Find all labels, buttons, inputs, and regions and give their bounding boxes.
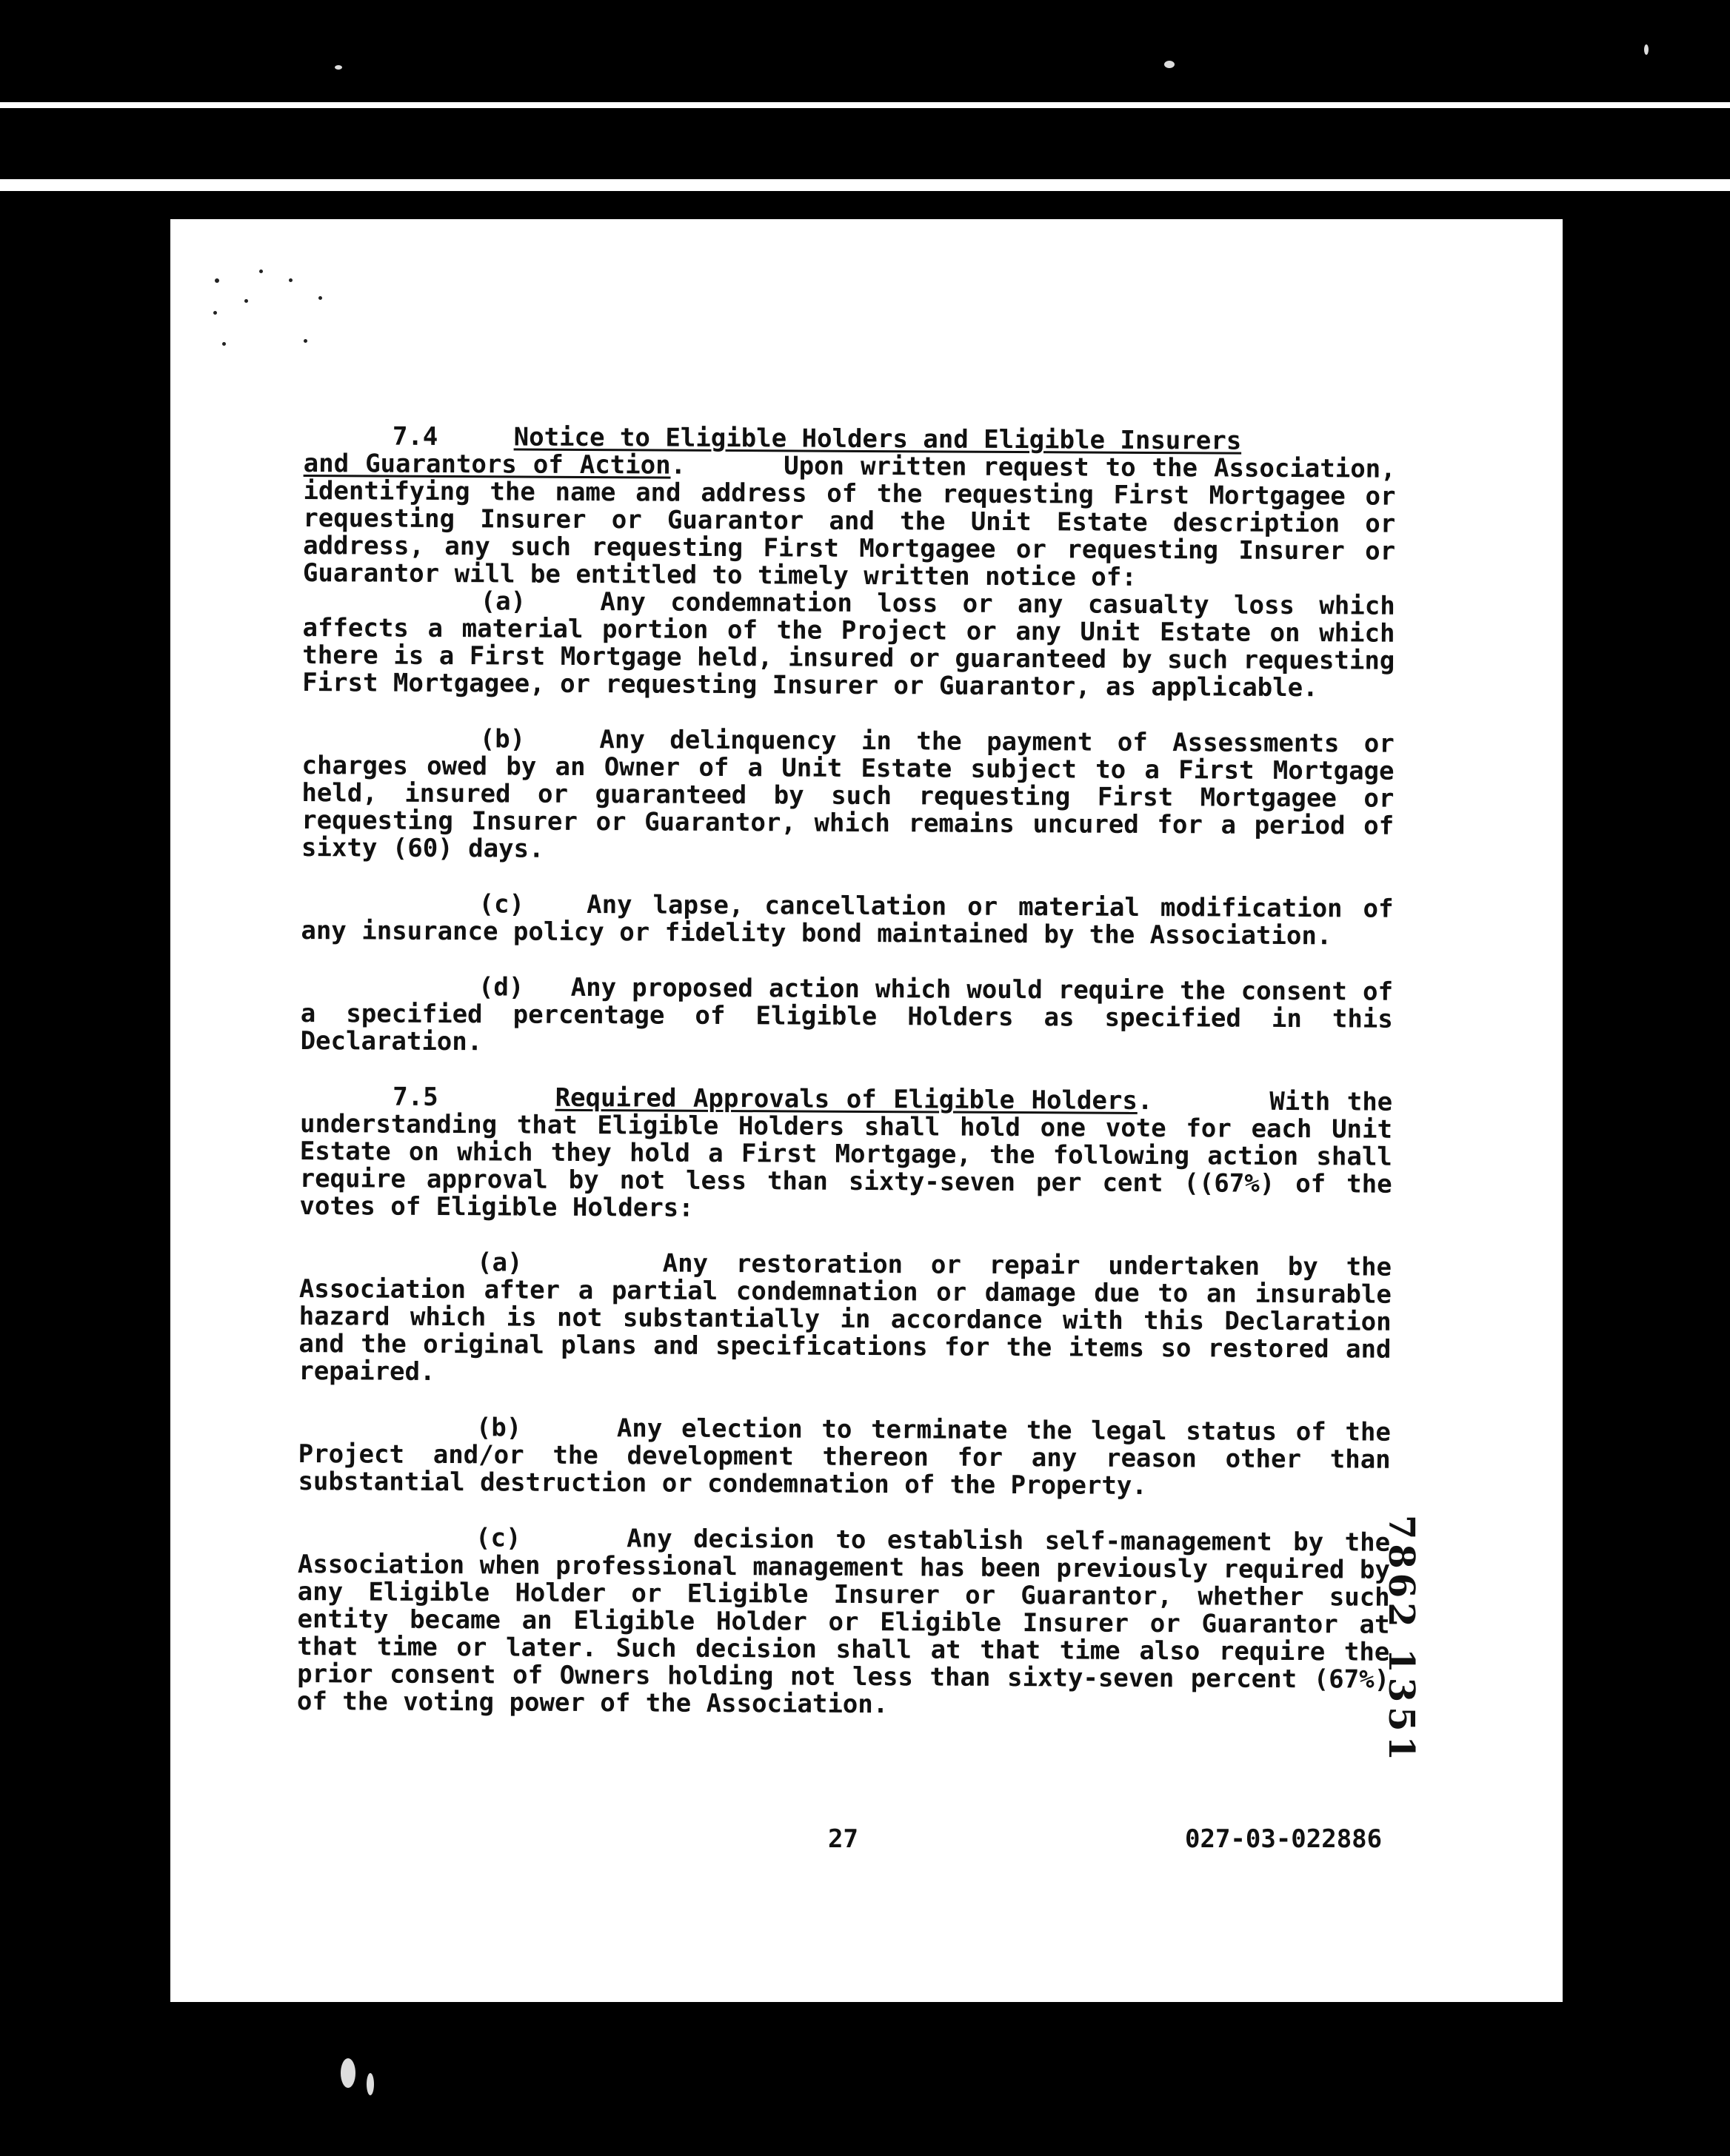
item-text: Any condemnation loss or any casualty loss which affects a material portion of the Project or any Unit Estate on which there is a First Mortgage held, insured or guaranteed by such requesting First Mortgagee, or requesting Insurer or Guarantor, as applicable. xyxy=(302,587,1395,703)
section-intro: Upon written request to the Association, identifying the name and address of the requesting First Mortgagee or requesting Insurer or Guarantor and the Unit Estate description or address, any such requesting First Mortgagee or requesting Insurer or Guarantor will be entitled to timely written notice of: xyxy=(302,451,1396,592)
list-item xyxy=(298,1248,1392,1391)
scan-noise xyxy=(304,339,307,343)
item-label: (b) xyxy=(475,1413,522,1443)
section-number: 7.5 xyxy=(393,1082,438,1112)
section-number: 7.4 xyxy=(392,421,438,452)
page-number: 27 xyxy=(828,1824,858,1854)
section-heading-cont: and Guarantors of Action xyxy=(303,448,671,481)
scan-noise xyxy=(335,65,342,70)
scan-noise xyxy=(244,299,248,303)
scan-noise xyxy=(289,278,293,282)
item-label: (c) xyxy=(478,889,525,920)
scan-border-line xyxy=(0,102,1730,108)
scan-noise xyxy=(1644,44,1649,55)
scan-noise xyxy=(367,2073,374,2095)
section-7-4: 7.4 Notice to Eligible Holders and Eligible Insurers and Guarantors of Action. Upon written request to the Association, identifying the name and address of the requesting First Mortgagee or requesting Insurer or Guarantor and the Unit Estate description or address, any such requesting First Mortgagee or requesting Insurer or Guarantor will be entitled to timely written notice of: xyxy=(302,421,1396,592)
list-item xyxy=(298,1413,1391,1502)
item-label: (a) xyxy=(480,586,527,617)
scan-noise xyxy=(213,311,217,315)
item-text: Any lapse, cancellation or material modification of any insurance policy or fidelity bond maintained by the Association. xyxy=(301,890,1394,951)
item-label: (a) xyxy=(476,1248,523,1278)
section-7-5: 7.5 Required Approvals of Eligible Holders. With the understanding that Eligible Holders shall hold one vote for each Unit Estate on which they hold a First Mortgage, the following action shall require approval by not less than sixty-seven per cent ((67%) of the votes of Eligible Holders: xyxy=(299,1082,1393,1223)
scan-noise xyxy=(318,296,322,300)
scan-noise xyxy=(1164,61,1175,68)
item-text: Any delinquency in the payment of Assessments or charges owed by an Owner of a Unit Estate subject to a First Mortgage held, insured or guaranteed by such requesting First Mortgagee or requesting Insurer or Guarantor, which remains uncured for a period of sixty (60) days. xyxy=(301,725,1395,864)
list-item xyxy=(302,587,1395,703)
document-number: 027-03-022886 xyxy=(1185,1824,1383,1854)
side-stamp: 7862 1351 xyxy=(1380,1515,1422,1765)
section-heading: Required Approvals of Eligible Holders xyxy=(555,1082,1138,1116)
list-item xyxy=(297,1524,1390,1721)
scan-border-band xyxy=(0,179,1730,191)
item-text: Any proposed action which would require the consent of a specified percentage of Eligible Holders as specified in this Declaration. xyxy=(300,972,1394,1057)
list-item xyxy=(301,725,1395,868)
list-item xyxy=(301,973,1394,1061)
item-label: (d) xyxy=(478,972,524,1002)
list-item xyxy=(301,890,1393,951)
scan-noise xyxy=(259,270,263,273)
item-label: (c) xyxy=(475,1523,521,1553)
scan-noise xyxy=(215,278,219,283)
item-text: Any election to terminate the legal status of the Project and/or the development thereon for any reason other than substantial destruction or condemnation of the Property. xyxy=(298,1413,1391,1501)
scan-noise xyxy=(222,342,226,346)
item-text: Any decision to establish self-management by the Association when professional management has been previously required by any Eligible Holder or Eligible Insurer or Guarantor, whether such entity became an Eligible Holder or Eligible Insurer or Guarantor at that time or later. Such decision shall at that time also require the prior consent of Owners holding not less than sixty-seven percent (67%) of the voting power of the Association. xyxy=(296,1524,1391,1720)
section-heading: Notice to Eligible Holders and Eligible Insurers xyxy=(513,422,1242,456)
item-text: Any restoration or repair undertaken by the Association after a partial condemnation or damage due to an insurable hazard which is not substantially in accordance with this Declaration and the original plans and specifications for the items so restored and repaired. xyxy=(298,1248,1392,1387)
item-label: (b) xyxy=(479,724,526,754)
document-page xyxy=(170,219,1563,2002)
scan-noise xyxy=(341,2058,355,2088)
section-intro: With the understanding that Eligible Holders shall hold one vote for each Unit Estate on which they hold a First Mortgage, the following action shall require approval by not less than sixty-seven per cent ((67%) of the votes of Eligible Holders: xyxy=(299,1086,1393,1223)
document-body xyxy=(297,423,1396,1750)
